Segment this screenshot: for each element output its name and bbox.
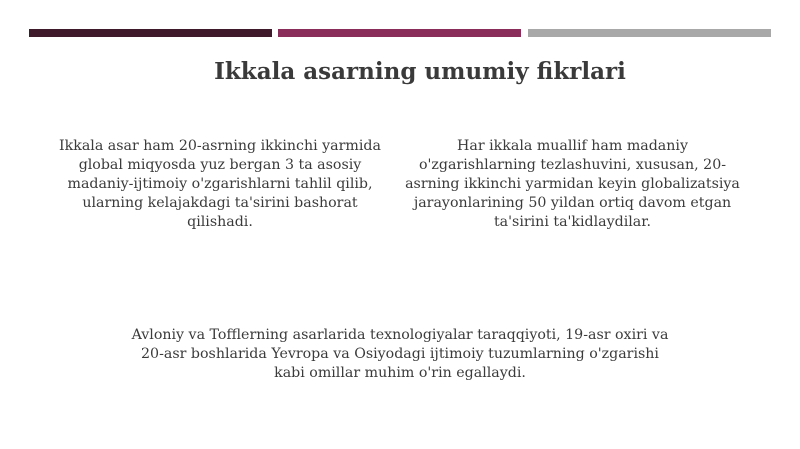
paragraph-right: Har ikkala muallif ham madaniy o'zgarishlarning tezlashuvini, xususan, 20-asrning ikkinchi yarmidan keyin globalizatsiya jarayonlarining 50 yildan ortiq davom etgan ta'sirini ta'kidlaydilar. <box>405 138 740 230</box>
slide-title: Ikkala asarning umumiy fikrlari <box>214 58 626 85</box>
accent-bar-dark <box>29 29 272 37</box>
paragraph-left: Ikkala asar ham 20-asrning ikkinchi yarmida global miqyosda yuz bergan 3 ta asosiy madaniy-ijtimoiy o'zgarishlarni tahlil qilib, ularning kelajakdagi ta'sirini bashorat qilishadi. <box>59 138 381 230</box>
accent-bar-magenta <box>278 29 521 37</box>
paragraph-bottom: Avloniy va Tofflerning asarlarida texnologiyalar taraqqiyoti, 19-asr oxiri va 20-asr boshlarida Yevropa va Osiyodagi ijtimoiy tuzumlarning o'zgarishi kabi omillar muhim o'rin egallaydi. <box>131 327 669 381</box>
accent-bar-gray <box>528 29 771 37</box>
